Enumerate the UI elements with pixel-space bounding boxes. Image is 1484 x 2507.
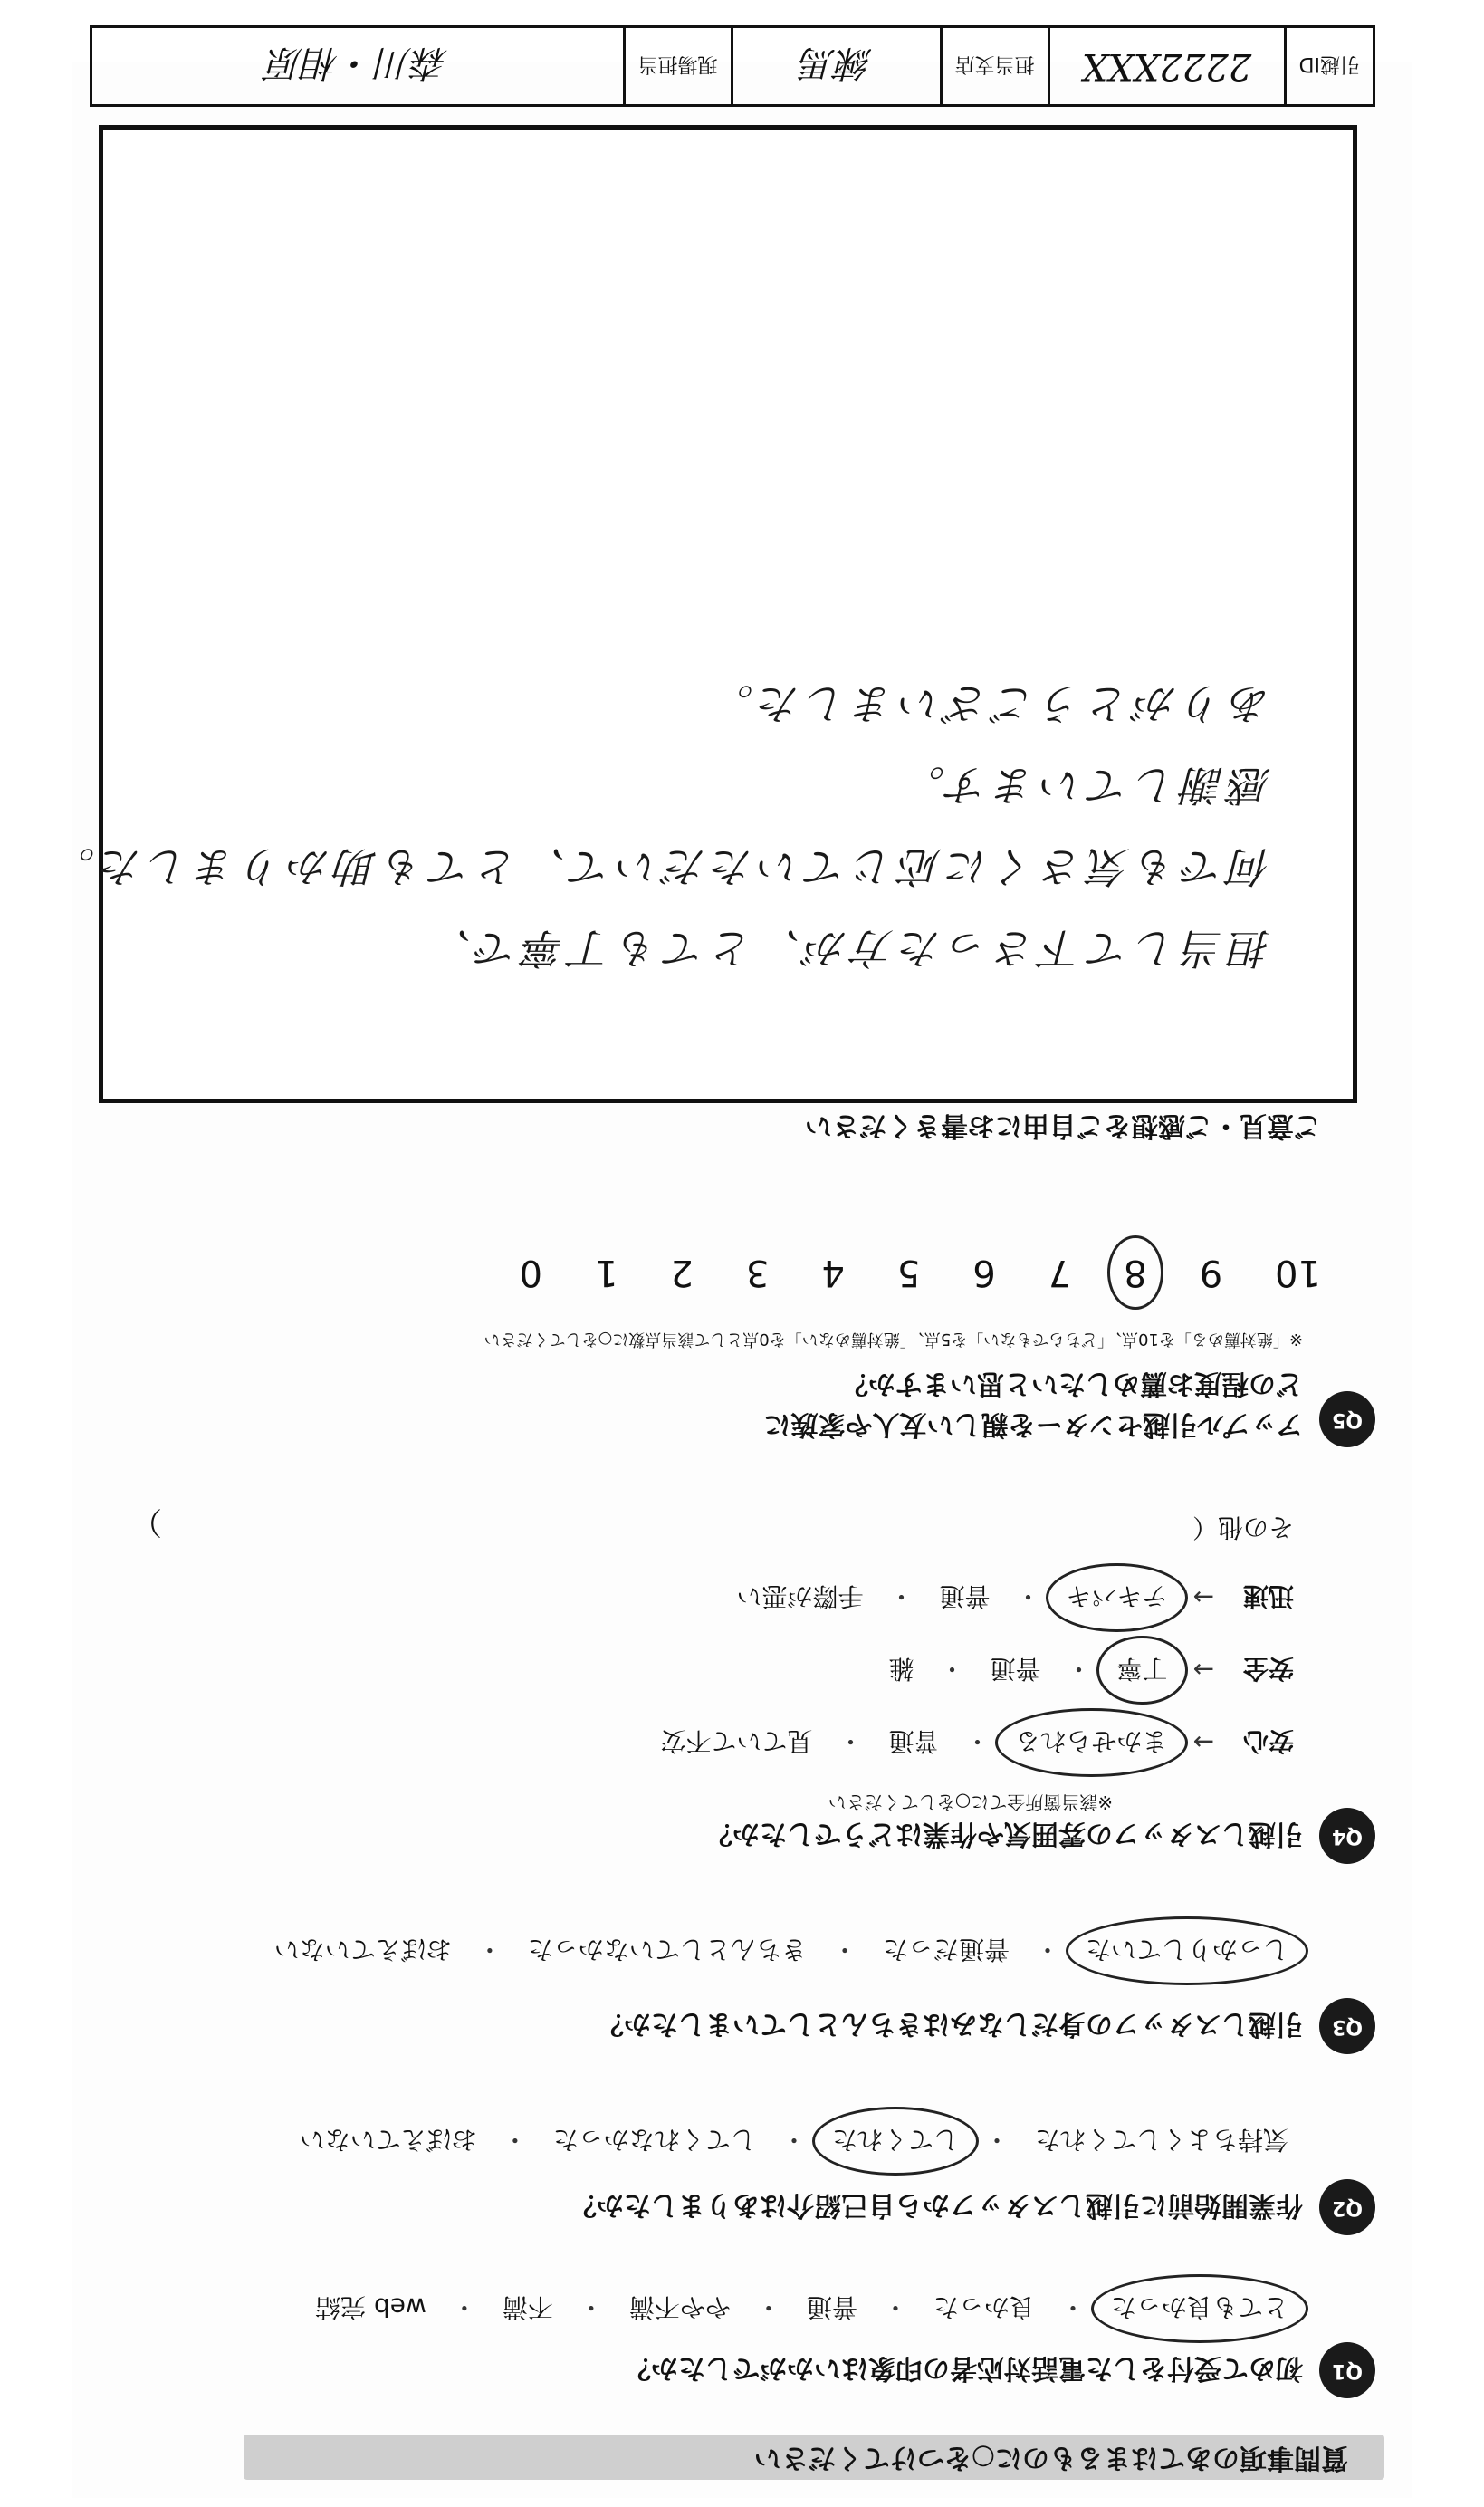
comments-title: ご意見・ご感想をご自由にお書きください [805, 1109, 1321, 1141]
footer-branch-label: 担当支店 [940, 28, 1048, 104]
q3-options: しっかりしていた ・ 普通だった ・ きちんとしていなかった ・ おぼえていない [269, 1929, 1294, 1973]
survey-sheet [47, 42, 1412, 2498]
q1-option-3[interactable]: 普通 [806, 2292, 857, 2322]
q5-score-9[interactable]: 9 [1199, 1252, 1223, 1293]
q4-badge: Q4 [1319, 1808, 1375, 1864]
q2-option-2[interactable]: してくれた [827, 2119, 964, 2163]
q5-score-2[interactable]: 2 [670, 1252, 694, 1293]
q4-other-close: ） [131, 1503, 162, 1540]
q4-anshin-option-1[interactable]: まかせられる [1010, 1721, 1173, 1764]
comment-line-2: 何でも気さくに応じていただいて、とても助かりました。 [47, 842, 1271, 891]
comments-box[interactable] [47, 125, 1357, 1103]
q4-jinsoku-option-1[interactable]: テキパキ [1061, 1576, 1173, 1619]
q3-option-3[interactable]: きちんとしていなかった [527, 1935, 807, 1964]
q5-score-3[interactable]: 3 [745, 1252, 770, 1293]
survey-header: 質問事項のあてはまるものに○をつけてください [244, 2435, 1384, 2480]
footer-staff-value: 森川・相原 [266, 42, 448, 84]
q5-question-line1: アップル引越センターを親しい友人や家族に [763, 1408, 1303, 1440]
q1-option-6[interactable]: web 完結 [315, 2292, 426, 2322]
q4-other-row [1192, 1511, 1294, 1547]
q1-option-2[interactable]: 良かった [933, 2292, 1035, 2322]
footer-branch-value: 練馬 [731, 28, 940, 104]
q4-anzen-option-3[interactable]: 雑 [888, 1654, 914, 1684]
footer-info-table [90, 25, 1375, 107]
q5-score-4[interactable]: 4 [821, 1252, 845, 1293]
q1-badge: Q1 [1319, 2342, 1375, 2398]
q4-anzen-option-2[interactable]: 普通 [990, 1654, 1041, 1684]
comment-line-3: 感謝しています。 [897, 761, 1271, 810]
q4-question: 引越しスタッフの雰囲気や作業はどうでしたか？ [705, 1818, 1303, 1849]
comment-line-1: 担当して下さった方が、とても丁寧で、 [424, 924, 1271, 973]
q4-row-label-anzen: 安全 [1242, 1654, 1294, 1684]
q1-option-5[interactable]: 不満 [502, 2292, 553, 2322]
q5-question-line2: どの程度お薦めしたいと思いますか？ [841, 1368, 1303, 1399]
q4-other-label: その他（ [1192, 1513, 1294, 1542]
q1-options: とても良かった ・ 良かった ・ 普通 ・ やや不満 ・ 不満 ・ web 完結 [310, 2287, 1294, 2330]
q4-anshin-option-3[interactable]: 見ていて不安 [660, 1726, 813, 1756]
q4-jinsoku-option-3[interactable]: 手際が悪い [736, 1581, 864, 1611]
q2-options: 気持ちよくしてくれた ・ してくれた ・ してくれなかった ・ おぼえていない [294, 2119, 1294, 2163]
q1-option-4[interactable]: やや不満 [628, 2292, 731, 2322]
q2-option-1[interactable]: 気持ちよくしてくれた [1034, 2125, 1288, 2155]
q2-badge: Q2 [1319, 2179, 1375, 2235]
q5-score-5[interactable]: 5 [896, 1252, 921, 1293]
q4-anshin-option-2[interactable]: 普通 [888, 1726, 940, 1756]
q1-question: 初めて受付をした電話対応者の印象はいかがでしたか？ [624, 2352, 1303, 2384]
q5-scale [520, 1252, 1321, 1293]
footer-staff-label: 現場担当 [623, 28, 731, 104]
q2-option-4[interactable]: おぼえていない [299, 2125, 477, 2155]
q2-option-3[interactable]: してくれなかった [552, 2125, 756, 2155]
q3-option-1[interactable]: しっかりしていた [1080, 1929, 1294, 1973]
q4-jinsoku-option-2[interactable]: 普通 [939, 1581, 991, 1611]
q5-score-6[interactable]: 6 [972, 1252, 996, 1293]
q5-score-10[interactable]: 10 [1275, 1252, 1321, 1293]
q1-option-1[interactable]: とても良かった [1106, 2287, 1294, 2330]
q4-row-label-anshin: 安心 [1242, 1726, 1294, 1756]
q4-row-anzen: 安全 → 丁寧 ・ 普通 ・ 雑 [883, 1648, 1294, 1692]
q5-score-0[interactable]: 0 [519, 1252, 543, 1293]
q2-question: 作業開始前に引越しスタッフから自己紹介はありましたか？ [570, 2189, 1303, 2221]
q5-score-8[interactable]: 8 [1124, 1252, 1147, 1293]
comment-line-4: ありがとうございました。 [706, 679, 1271, 728]
q4-note: ※該当箇所全てに○をしてください [828, 1791, 1113, 1813]
q4-row-anshin: 安心 → まかせられる ・ 普通 ・ 見ていて不安 [655, 1721, 1294, 1764]
q4-row-label-jinsoku: 迅速 [1242, 1581, 1294, 1611]
footer-id-value: 2222XXX [1048, 28, 1284, 104]
q3-badge: Q3 [1319, 1998, 1375, 2054]
q5-score-7[interactable]: 7 [1048, 1252, 1072, 1293]
q5-note: ※「絶対薦める」を10点、「どちらでもない」を5点、「絶対薦めない」を0点として該当点数に○をしてください [483, 1330, 1303, 1349]
q3-question: 引越しスタッフの身だしなみはきちんとしていましたか？ [597, 2008, 1303, 2040]
q3-option-4[interactable]: おぼえていない [273, 1935, 452, 1964]
q5-badge: Q5 [1319, 1391, 1375, 1447]
footer-id-label: 引越ID [1284, 28, 1373, 104]
q4-row-jinsoku: 迅速 → テキパキ ・ 普通 ・ 手際が悪い [731, 1576, 1294, 1619]
q3-option-2[interactable]: 普通だった [882, 1935, 1010, 1964]
q4-anzen-option-1[interactable]: 丁寧 [1112, 1648, 1173, 1692]
q5-score-1[interactable]: 1 [595, 1252, 618, 1293]
